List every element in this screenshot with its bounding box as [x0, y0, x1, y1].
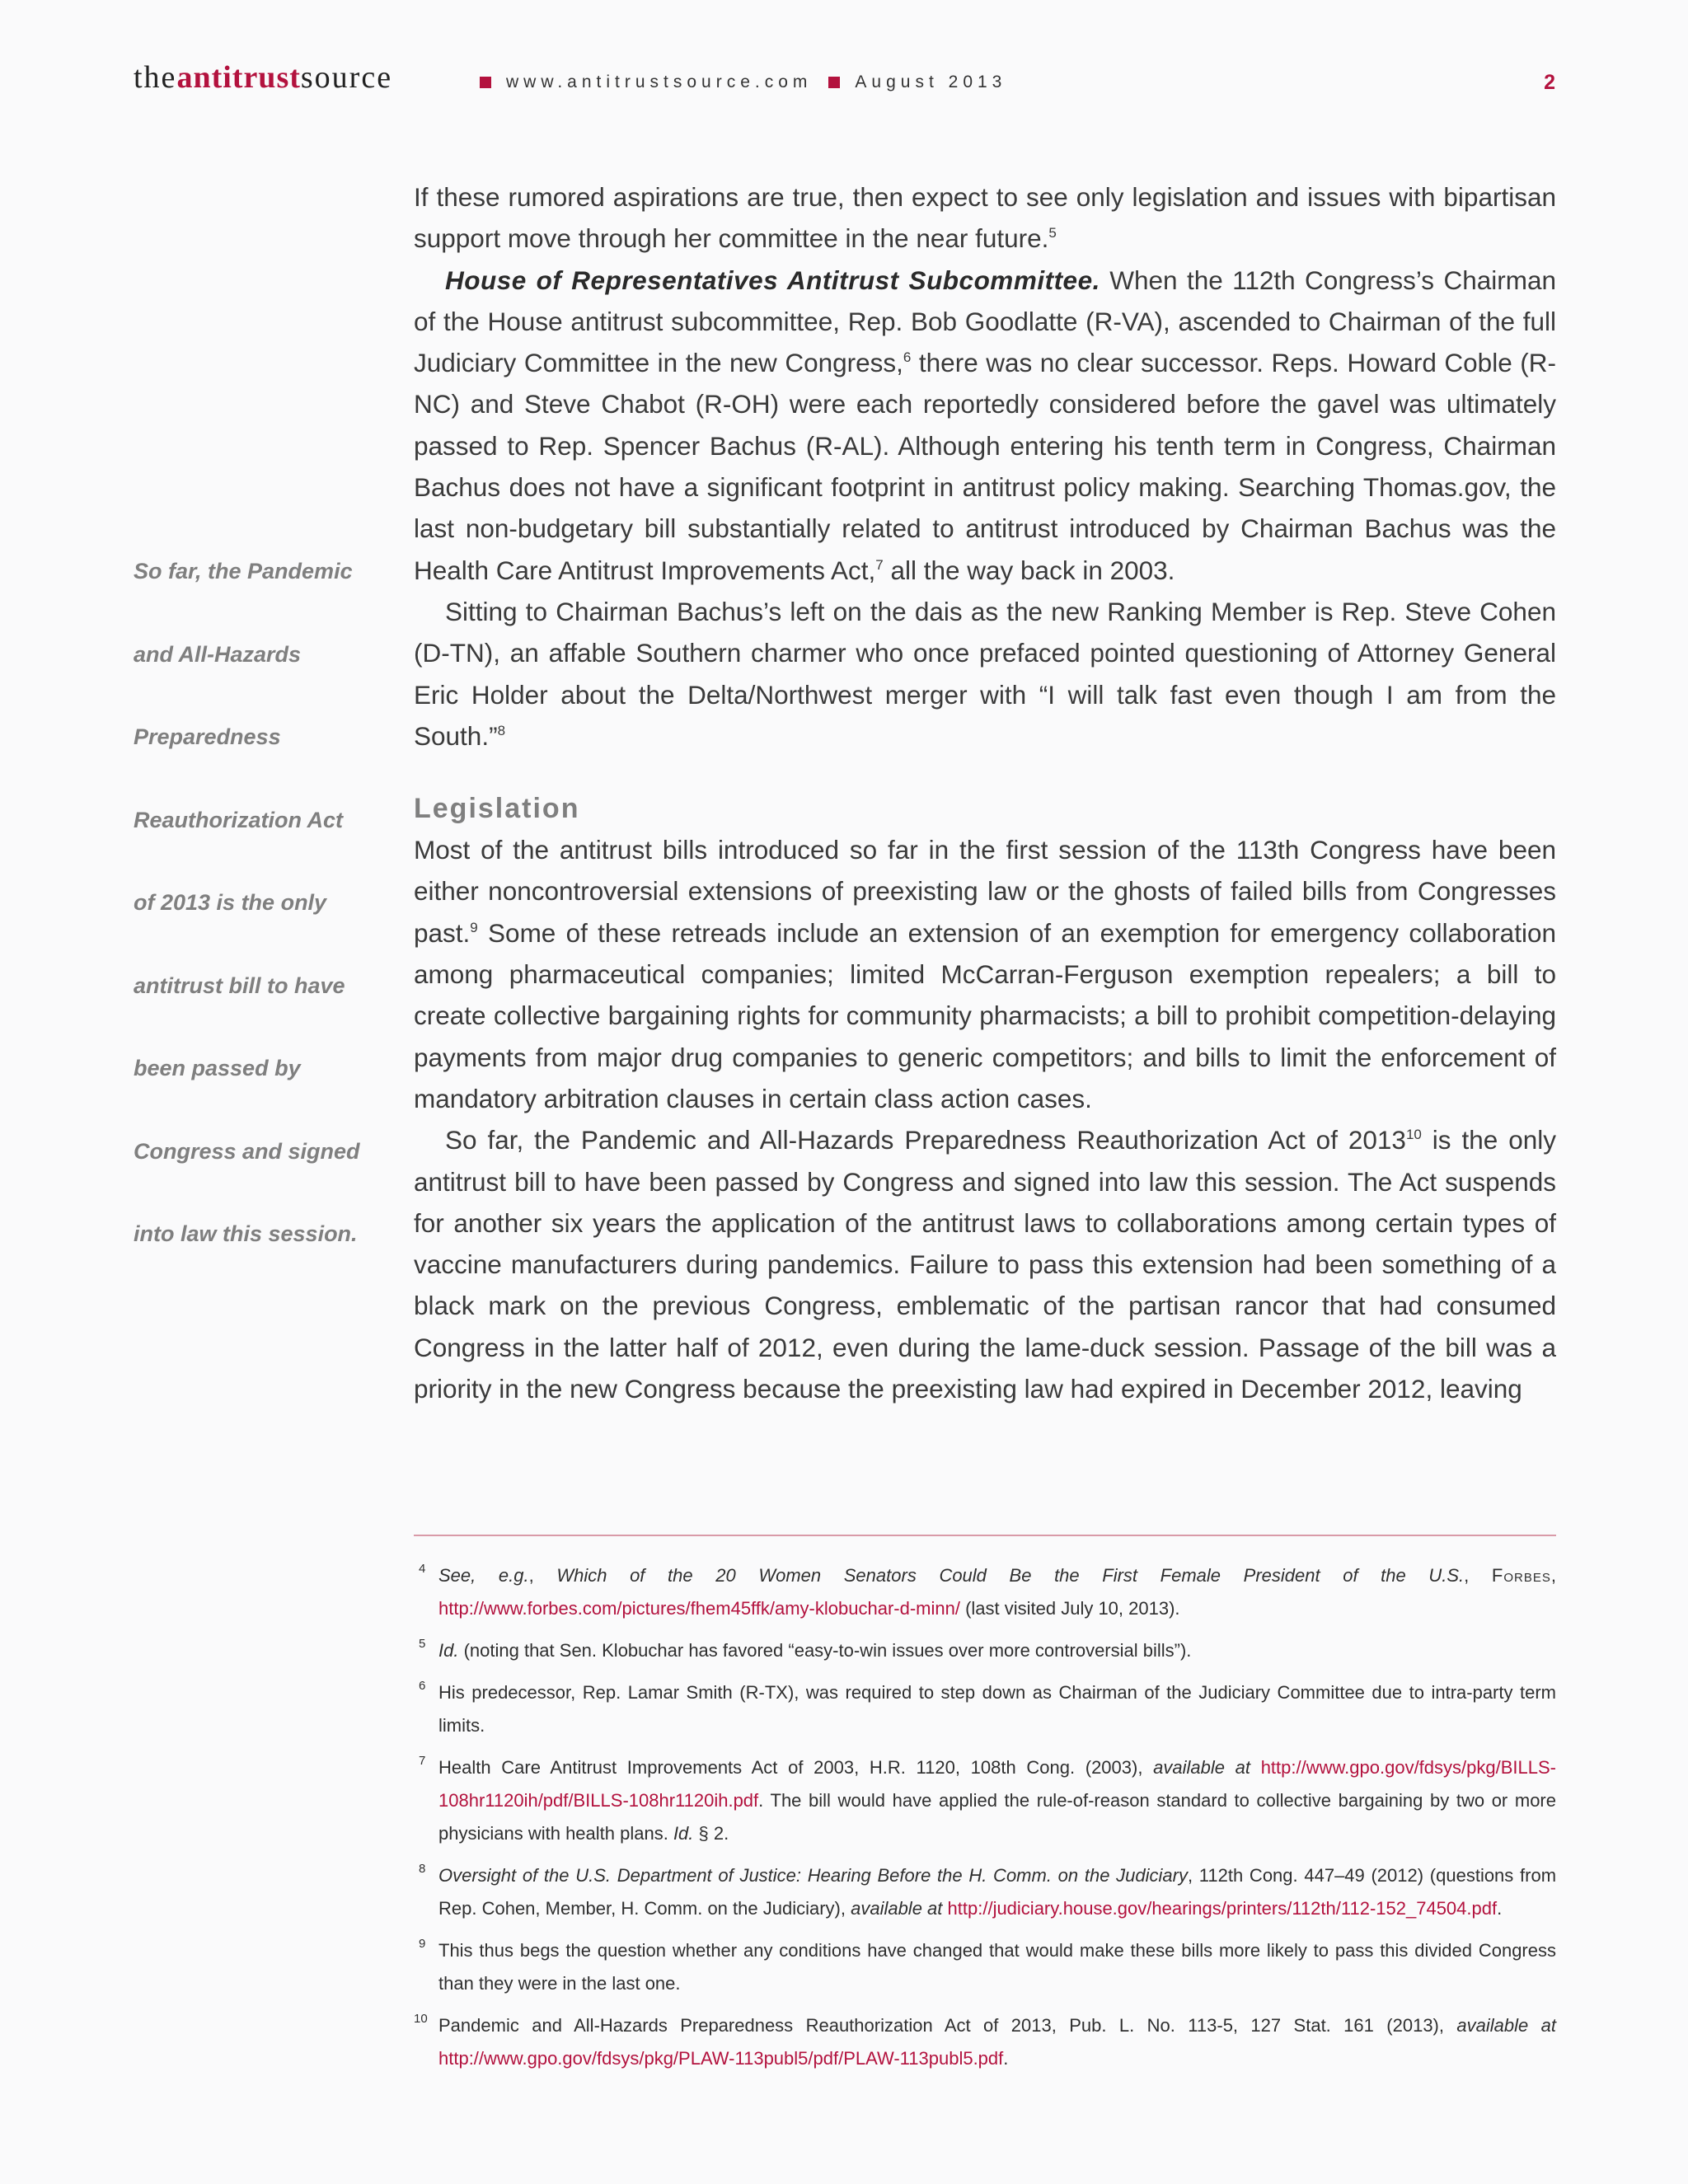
run-in-heading: House of Representatives Antitrust Subcommittee. [445, 265, 1100, 295]
body-paragraph [414, 176, 1556, 260]
pullquote-line: and All-Hazards [134, 641, 302, 667]
footnote-text: Pandemic and All-Hazards Preparedness Reauthorization Act of 2013, Pub. L. No. 113-5, 127 Stat. 161 (2013), [438, 2015, 1457, 2036]
footnote-text: His predecessor, Rep. Lamar Smith (R-TX), was required to step down as Chairman of the Judiciary Committee due to intra-party term limits. [438, 1682, 1556, 1736]
paragraph-text: is the only antitrust bill to have been passed by Congress and signed into law this session. The Act suspends for another six years the application of the antitrust laws to collaborations among certain types of vaccine manufacturers during pandemics. Failure to pass this extension had been something of a black mark on the previous Congress, emblematic of the partisan rancor that had consumed Congress in the latter half of 2012, even during the lame-duck session. Passage of the bill was a priority in the new Congress because the preexisting law had expired in December 2012, leaving [414, 1125, 1556, 1404]
footnote-9 [414, 1934, 1556, 2000]
footnote-text: , [1550, 1565, 1556, 1586]
pullquote-line: antitrust bill to have [134, 972, 345, 998]
square-bullet-icon [480, 77, 491, 88]
footnote-5 [414, 1634, 1556, 1667]
footnote-number: 5 [419, 1637, 426, 1651]
pullquote-line: Preparedness [134, 724, 281, 749]
paragraph-text: all the way back in 2003. [883, 555, 1175, 585]
header-meta [480, 73, 1006, 92]
paragraph-text: Most of the antitrust bills introduced so far in the first session of the 113th Congress have been either noncontroversial extensions of preexisting law or the ghosts of failed bills from Congresses past. [414, 835, 1556, 948]
footnote-signal: Id. [673, 1823, 694, 1844]
article-body [414, 176, 1556, 1409]
footnote-number: 4 [419, 1562, 426, 1576]
footnote-text: Health Care Antitrust Improvements Act of 2003, H.R. 1120, 108th Cong. (2003), [438, 1757, 1154, 1778]
footnote-number: 8 [419, 1862, 426, 1876]
pullquote-line: been passed by [134, 1056, 301, 1080]
footnote-text: , [1464, 1565, 1492, 1586]
website-link[interactable]: www.antitrustsource.com [506, 73, 813, 91]
paragraph-text: Sitting to Chairman Bachus’s left on the dais as the new Ranking Member is Rep. Steve Cohen (D-TN), an affable Southern charmer who once prefaced pointed questioning of Attorney General Eric Holder about the Delta/Northwest merger with “I will talk fast even though I am from the South.” [414, 596, 1556, 751]
footnote-8 [414, 1859, 1556, 1925]
footnote-divider [414, 1535, 1556, 1536]
body-paragraph [414, 260, 1556, 591]
footnote-number: 10 [414, 2012, 428, 2026]
issue-date: August 2013 [855, 73, 1007, 91]
footnote-ref[interactable]: 7 [875, 556, 884, 573]
footnote-text: This thus begs the question whether any conditions have changed that would make these bills more likely to pass this divided Congress than they were in the last one. [438, 1940, 1556, 1994]
footnote-number: 9 [419, 1937, 426, 1951]
article-title: Which of the 20 Women Senators Could Be the First Female President of the U.S. [556, 1565, 1465, 1586]
paragraph-text: there was no clear successor. Reps. Howard Coble (R-NC) and Steve Chabot (R-OH) were each reportedly considered before the gavel was ultimately passed to Rep. Spencer Bachus (R-AL). Although entering his tenth term in Congress, Chairman Bachus does not have a significant footprint in antitrust policy making. Searching Thomas.gov, the last non-budgetary bill substantially related to antitrust introduced by Chairman Bachus was the Health Care Antitrust Improvements Act, [414, 348, 1556, 585]
footnote-signal: Id. [438, 1640, 459, 1661]
square-bullet-icon [828, 77, 840, 88]
paragraph-text: When the 112th Congress’s Chairman of the House antitrust subcommittee, Rep. Bob Goodlatte (R-VA), ascended to Chairman of the full Judiciary Committee in the new Congress, [414, 265, 1557, 378]
footnote-ref[interactable]: 9 [470, 919, 478, 935]
footnote-link[interactable]: http://www.gpo.gov/fdsys/pkg/PLAW-113publ5/pdf/PLAW-113publ5.pdf [438, 2048, 1004, 2069]
publication-logo[interactable] [134, 59, 392, 96]
paragraph-text: So far, the Pandemic and All-Hazards Preparedness Reauthorization Act of 2013 [445, 1125, 1406, 1155]
body-paragraph [414, 591, 1556, 757]
hearing-title: Oversight of the U.S. Department of Justice: Hearing Before the H. Comm. on the Judiciary [438, 1865, 1188, 1886]
logo-brand: antitrust [176, 60, 301, 95]
footnote-signal: available at [1153, 1757, 1250, 1778]
footnote-text: . [1497, 1898, 1503, 1919]
footnote-ref[interactable]: 10 [1405, 1127, 1422, 1143]
footnote-link[interactable]: http://www.forbes.com/pictures/fhem45ffk/amy-klobuchar-d-minn/ [438, 1598, 960, 1619]
footnote-text: (noting that Sen. Klobuchar has favored “easy-to-win issues over more controversial bills”). [458, 1640, 1192, 1661]
page-number: 2 [1544, 71, 1555, 94]
logo-suffix: source [300, 60, 393, 95]
footnote-text: . The bill would have applied the rule-of-reason standard to collective bargaining by two or more physicians with health plans. [438, 1790, 1556, 1844]
footnote-number: 6 [419, 1679, 426, 1693]
pullquote-line: So far, the Pandemic [134, 559, 353, 583]
footnote-number: 7 [419, 1754, 426, 1768]
footnote-text [1250, 1757, 1261, 1778]
page-header [134, 59, 1555, 109]
body-paragraph [414, 829, 1556, 1119]
footnote-text: (last visited July 10, 2013). [959, 1598, 1180, 1619]
footnote-text: , 112th Cong. 447–49 (2012) (questions from Rep. Cohen, Member, H. Comm. on the Judiciary), [438, 1865, 1557, 1919]
footnote-signal: See, e.g. [438, 1565, 529, 1586]
footnote-ref[interactable]: 5 [1048, 225, 1057, 241]
pullquote-line: into law this session. [134, 1221, 358, 1246]
logo-prefix: the [134, 60, 177, 95]
section-heading: Legislation [414, 793, 580, 825]
footnote-ref[interactable]: 6 [903, 349, 912, 366]
paragraph-text: If these rumored aspirations are true, then expect to see only legislation and issues with bipartisan support move through her committee in the near future. [414, 182, 1556, 254]
footnote-text: . [1003, 2048, 1009, 2069]
footnote-ref[interactable]: 8 [497, 722, 506, 738]
footnote-4 [414, 1559, 1556, 1625]
footnote-10 [414, 2009, 1556, 2075]
sidebar-pullquote [134, 551, 381, 1296]
footnote-link[interactable]: http://www.gpo.gov/fdsys/pkg/BILLS-108hr1120ih/pdf/BILLS-108hr1120ih.pdf [438, 1757, 1556, 1811]
footnote-signal: available at [851, 1898, 943, 1919]
body-paragraph [414, 1119, 1556, 1409]
footnotes [414, 1559, 1556, 2084]
footnote-6 [414, 1676, 1556, 1742]
footnote-text: § 2. [693, 1823, 729, 1844]
pullquote-line: Reauthorization Act [134, 807, 344, 832]
pullquote-line: of 2013 is the only [134, 890, 327, 915]
pullquote-line: Congress and signed [134, 1138, 360, 1164]
footnote-7 [414, 1751, 1556, 1850]
paragraph-text: Some of these retreads include an extension of an exemption for emergency collaboration among pharmaceutical companies; limited McCarran-Ferguson exemption repealers; a bill to create collective bargaining rights for community pharmacists; a bill to prohibit competition-delaying payments from major drug companies to generic competitors; and bills to limit the enforcement of mandatory arbitration clauses in certain class action cases. [414, 917, 1556, 1113]
source-name: Forbes [1491, 1565, 1551, 1586]
footnote-link[interactable]: http://judiciary.house.gov/hearings/printers/112th/112-152_74504.pdf [947, 1898, 1498, 1919]
footnote-signal: available at [1456, 2015, 1556, 2036]
footnote-text: , [528, 1565, 557, 1586]
